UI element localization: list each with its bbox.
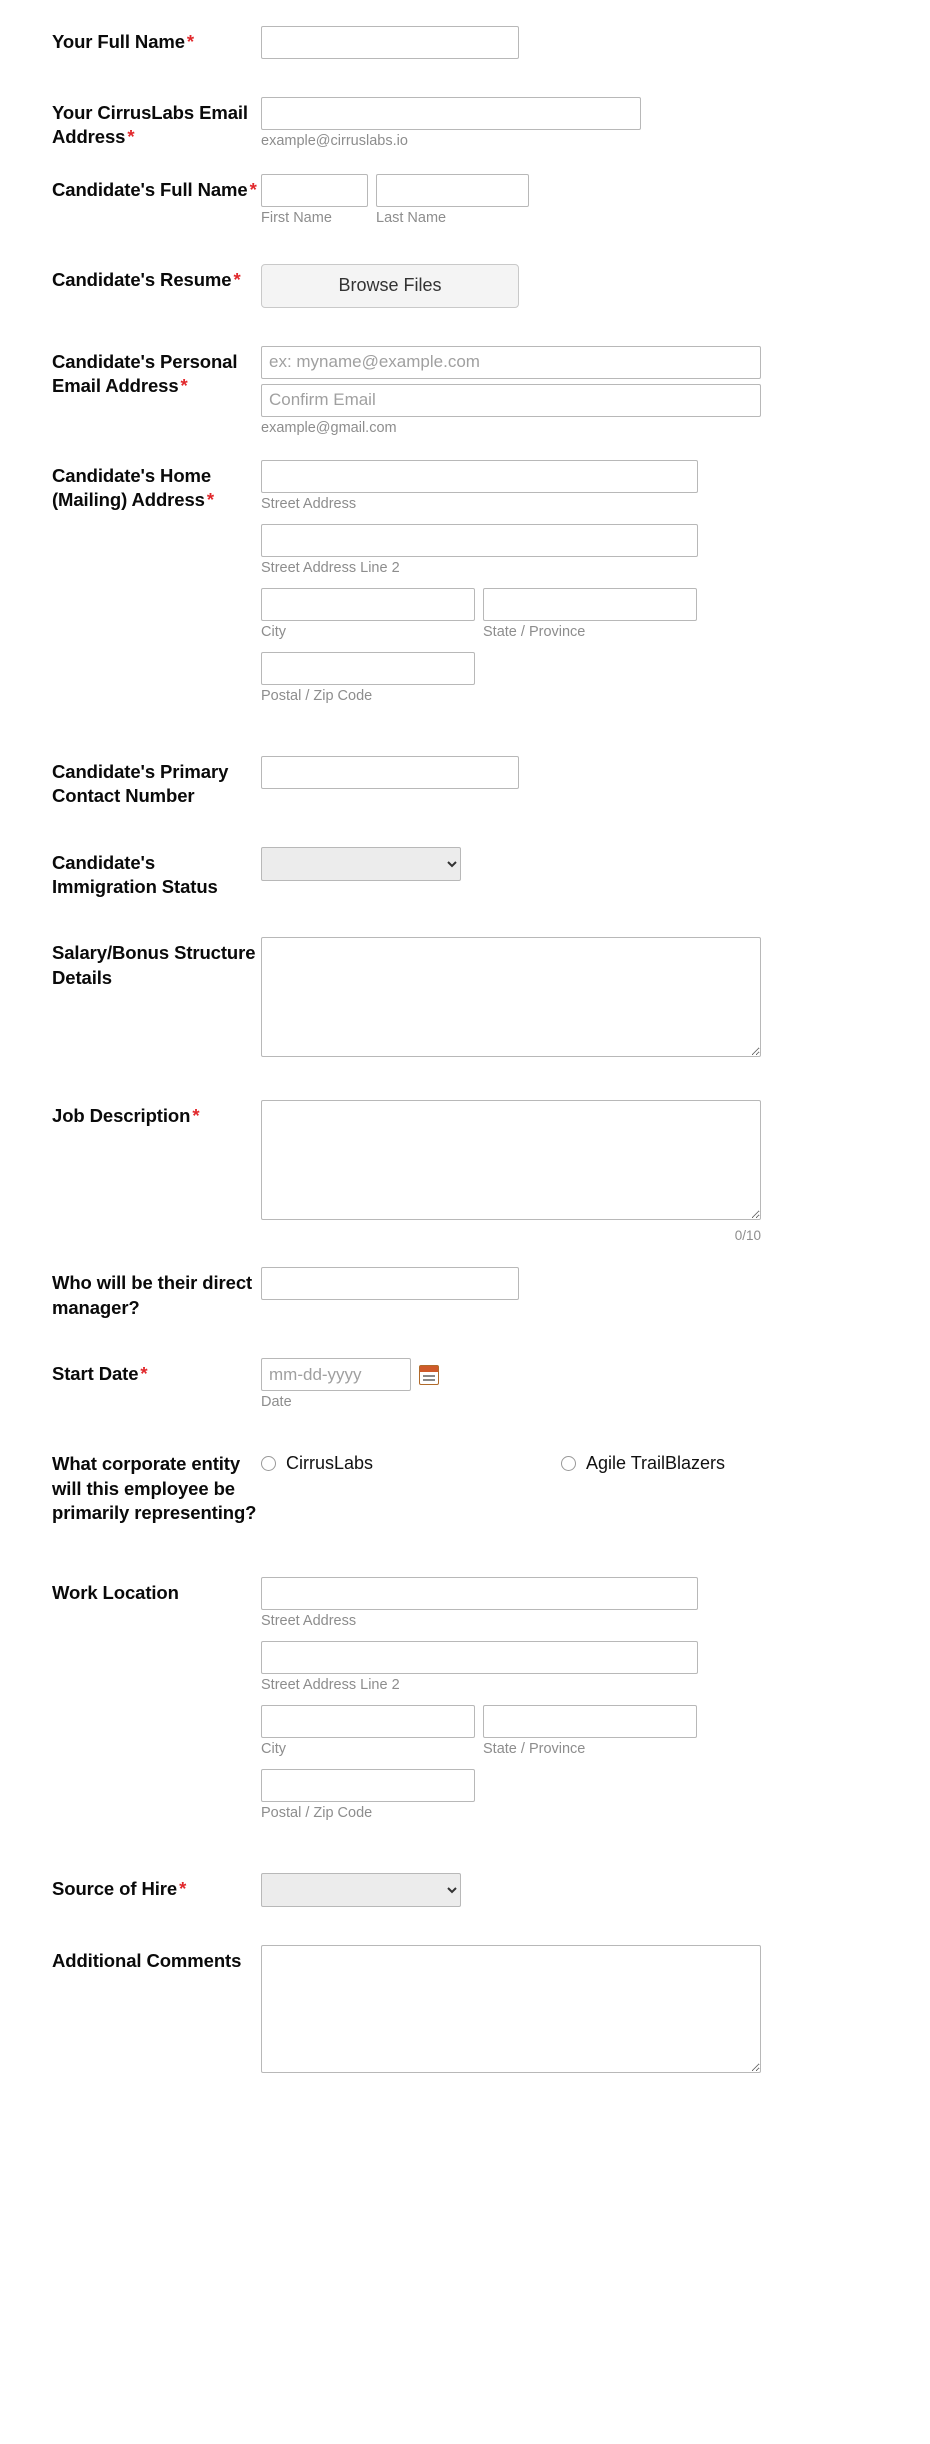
radio-label: CirrusLabs xyxy=(286,1453,374,1474)
cirruslabs-email-hint: example@cirruslabs.io xyxy=(261,133,408,149)
label-candidate-resume xyxy=(52,264,257,292)
candidate-email-confirm-input[interactable] xyxy=(261,384,761,417)
radio-circle-icon[interactable] xyxy=(261,1456,276,1471)
label-text: Additional Comments xyxy=(52,1950,242,1972)
spacer xyxy=(0,1410,930,1448)
work-city-input[interactable] xyxy=(261,1705,475,1738)
spacer xyxy=(0,1320,930,1358)
field-wrap xyxy=(257,1358,930,1410)
radio-circle-icon[interactable] xyxy=(561,1456,576,1471)
work-city-state xyxy=(261,1705,930,1757)
field-candidate-home-address xyxy=(0,460,930,704)
label-candidate-immigration-status xyxy=(52,847,257,900)
work-city-hint: City xyxy=(261,1741,286,1758)
field-source-of-hire xyxy=(0,1873,930,1907)
field-wrap xyxy=(257,264,930,308)
spacer xyxy=(0,899,930,937)
home-street2-hint: Street Address Line 2 xyxy=(261,559,400,576)
required-marker: * xyxy=(179,1878,187,1900)
home-street2-input[interactable] xyxy=(261,524,698,557)
date-wrap xyxy=(261,1358,930,1391)
field-work-location xyxy=(0,1577,930,1821)
home-city-hint: City xyxy=(261,623,286,640)
label-text: Source of Hire xyxy=(52,1878,178,1900)
label-your-cirruslabs-email xyxy=(52,97,257,150)
field-wrap xyxy=(257,1267,930,1300)
field-candidate-full-name xyxy=(0,174,930,226)
required-marker: * xyxy=(206,489,214,511)
work-location-block xyxy=(257,1577,930,1821)
spacer xyxy=(0,1907,930,1945)
home-city-state xyxy=(261,588,930,640)
home-city-col xyxy=(261,588,475,640)
last-name-hint: Last Name xyxy=(376,209,447,226)
candidate-last-name-input[interactable] xyxy=(376,174,529,207)
spacer xyxy=(0,59,930,97)
source-of-hire-select[interactable] xyxy=(261,1873,461,1907)
spacer xyxy=(0,1525,930,1577)
label-text: Candidate's Resume xyxy=(52,268,232,290)
label-candidate-personal-email xyxy=(52,346,257,399)
label-source-of-hire xyxy=(52,1873,257,1901)
home-postal-input[interactable] xyxy=(261,652,475,685)
field-wrap xyxy=(257,174,930,226)
candidate-first-name-input[interactable] xyxy=(261,174,368,207)
label-text: Who will be their direct manager? xyxy=(52,1272,253,1318)
work-state-col xyxy=(483,1705,697,1757)
first-name-hint: First Name xyxy=(261,209,332,226)
label-work-location xyxy=(52,1577,257,1605)
field-candidate-resume xyxy=(0,264,930,308)
spacer xyxy=(0,436,930,460)
direct-manager-input[interactable] xyxy=(261,1267,519,1300)
label-text: Candidate's Immigration Status xyxy=(52,851,218,898)
last-name-col xyxy=(376,174,529,226)
candidate-email-input[interactable] xyxy=(261,346,761,379)
spacer xyxy=(0,809,930,847)
home-address-block xyxy=(257,460,930,704)
field-job-description xyxy=(0,1100,930,1243)
label-additional-comments xyxy=(52,1945,257,1973)
label-text: Job Description xyxy=(52,1105,191,1127)
work-state-hint: State / Province xyxy=(483,1741,586,1758)
home-postal-hint: Postal / Zip Code xyxy=(261,687,373,704)
home-state-hint: State / Province xyxy=(483,623,586,640)
home-street-hint: Street Address xyxy=(261,495,357,512)
home-city-input[interactable] xyxy=(261,588,475,621)
label-direct-manager xyxy=(52,1267,257,1320)
work-state-input[interactable] xyxy=(483,1705,697,1738)
spacer xyxy=(0,150,930,174)
label-salary-bonus xyxy=(52,937,257,990)
label-job-description xyxy=(52,1100,257,1128)
home-state-col xyxy=(483,588,697,640)
calendar-icon[interactable] xyxy=(419,1365,439,1385)
field-start-date xyxy=(0,1358,930,1410)
field-candidate-primary-contact xyxy=(0,756,930,809)
additional-comments-textarea[interactable] xyxy=(261,1945,761,2073)
start-date-sublabel: Date xyxy=(261,1394,292,1411)
field-wrap xyxy=(257,1448,930,1474)
candidate-email-hint: example@gmail.com xyxy=(261,419,397,436)
required-marker: * xyxy=(192,1105,200,1127)
field-wrap xyxy=(257,97,930,149)
field-candidate-immigration-status xyxy=(0,847,930,900)
spacer xyxy=(0,308,930,346)
home-state-input[interactable] xyxy=(483,588,697,621)
field-candidate-personal-email xyxy=(0,346,930,436)
field-wrap xyxy=(257,847,930,881)
work-street-input[interactable] xyxy=(261,1577,698,1610)
label-text: Candidate's Personal Email Address xyxy=(52,350,238,397)
your-full-name-input[interactable] xyxy=(261,26,519,59)
work-street2-hint: Street Address Line 2 xyxy=(261,1677,400,1694)
field-wrap xyxy=(257,756,930,789)
label-your-full-name xyxy=(52,26,257,54)
spacer xyxy=(0,1243,930,1267)
field-wrap xyxy=(257,937,930,1062)
label-candidate-primary-contact xyxy=(52,756,257,809)
label-text: Your Full Name xyxy=(52,31,185,52)
field-wrap xyxy=(257,26,930,59)
work-street2-input[interactable] xyxy=(261,1641,698,1674)
label-text: Candidate's Primary Contact Number xyxy=(52,760,229,807)
field-salary-bonus xyxy=(0,937,930,1062)
first-name-col xyxy=(261,174,368,226)
browse-files-button[interactable]: Browse Files xyxy=(261,264,519,308)
field-your-full-name xyxy=(0,26,930,59)
required-marker: * xyxy=(127,126,135,148)
radio-option-cirruslabs[interactable] xyxy=(261,1453,561,1474)
field-corporate-entity xyxy=(0,1448,930,1525)
label-text: Candidate's Home (Mailing) Address xyxy=(52,464,212,511)
required-marker: * xyxy=(186,31,195,52)
start-date-input[interactable] xyxy=(261,1358,411,1391)
spacer xyxy=(0,704,930,756)
field-your-cirruslabs-email xyxy=(0,97,930,150)
radio-label: Agile TrailBlazers xyxy=(586,1453,726,1474)
job-description-textarea[interactable] xyxy=(261,1100,761,1220)
candidate-phone-input[interactable] xyxy=(261,756,519,789)
label-text: Work Location xyxy=(52,1582,179,1604)
cirruslabs-email-input[interactable] xyxy=(261,97,641,130)
field-direct-manager xyxy=(0,1267,930,1320)
work-postal-hint: Postal / Zip Code xyxy=(261,1805,373,1822)
label-candidate-home-address xyxy=(52,460,257,513)
label-text: Salary/Bonus Structure Details xyxy=(52,942,256,988)
field-additional-comments xyxy=(0,1945,930,2078)
required-marker: * xyxy=(233,268,241,290)
label-start-date xyxy=(52,1358,257,1386)
field-wrap xyxy=(257,1100,930,1243)
immigration-status-select[interactable] xyxy=(261,847,461,881)
work-postal-input[interactable] xyxy=(261,1769,475,1802)
salary-bonus-textarea[interactable] xyxy=(261,937,761,1057)
required-marker: * xyxy=(140,1363,148,1385)
radio-option-agile-trailblazers[interactable] xyxy=(561,1453,725,1474)
work-city-col xyxy=(261,1705,475,1757)
label-candidate-full-name xyxy=(52,174,257,202)
home-street-input[interactable] xyxy=(261,460,698,493)
field-wrap xyxy=(257,1873,930,1907)
spacer xyxy=(0,1062,930,1100)
spacer xyxy=(0,226,930,264)
label-corporate-entity xyxy=(52,1448,257,1525)
label-text: What corporate entity will this employee be primarily representing? xyxy=(52,1453,257,1524)
field-wrap xyxy=(257,1945,930,2078)
label-text: Candidate's Full Name xyxy=(52,178,248,200)
required-marker: * xyxy=(249,178,257,200)
spacer xyxy=(0,1821,930,1873)
field-wrap xyxy=(257,346,930,436)
label-text: Your CirrusLabs Email Address xyxy=(52,102,248,148)
work-street-hint: Street Address xyxy=(261,1613,357,1630)
corporate-entity-radio-group xyxy=(261,1448,821,1474)
required-marker: * xyxy=(180,375,188,397)
job-description-counter: 0/10 xyxy=(734,1228,761,1244)
name-inputs xyxy=(261,174,930,226)
label-text: Start Date xyxy=(52,1363,139,1385)
